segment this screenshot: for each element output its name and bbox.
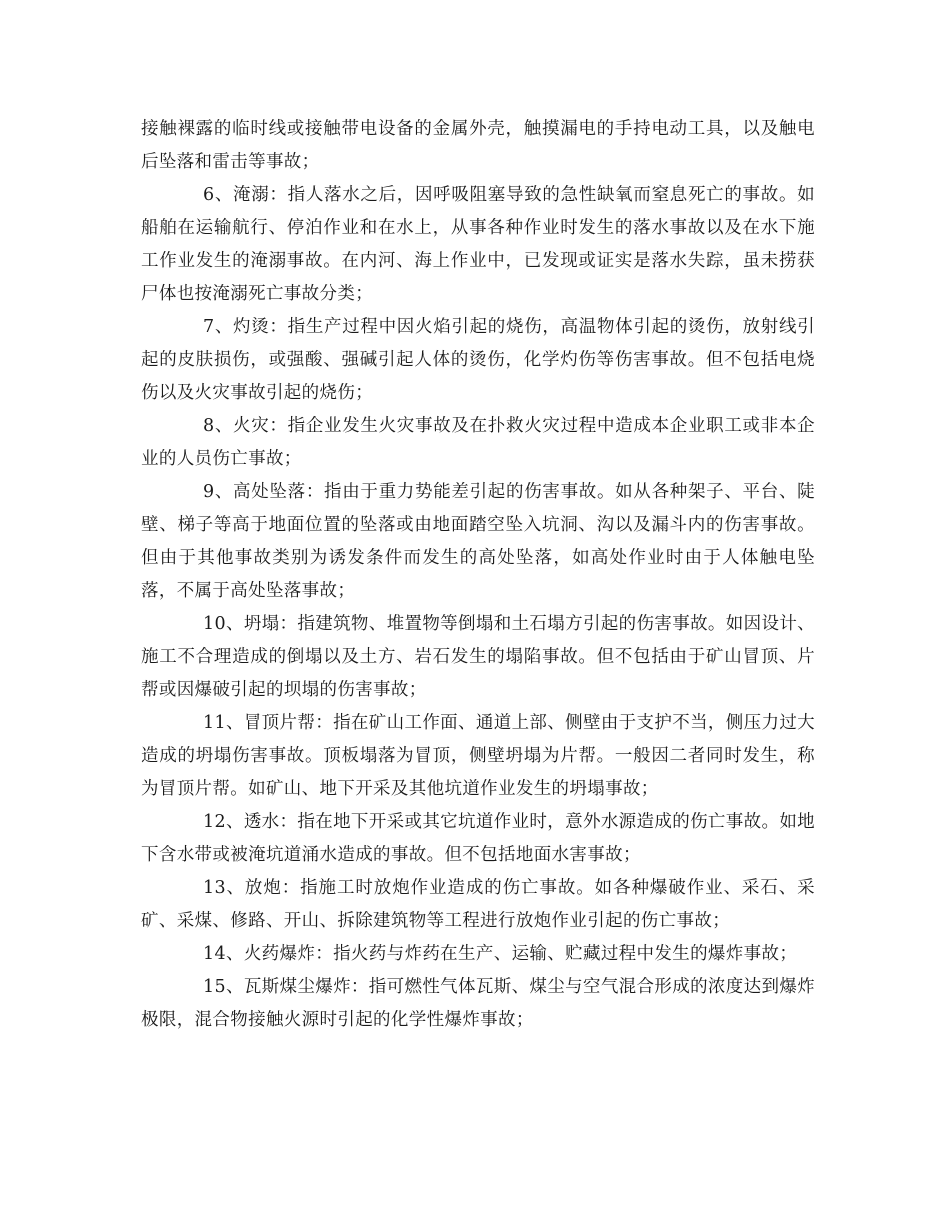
paragraph-item-9-fall-from-height: 9、高处坠落：指由于重力势能差引起的伤害事故。如从各种架子、平台、陡壁、梯子等高于地面位置的坠落或由地面踏空坠入坑洞、沟以及漏斗内的伤害事故。但由于其他事故类别为诱发条件而发生的高处坠落，如高处作业时由于人体触电坠落，不属于高处坠落事故； <box>141 482 815 601</box>
paragraph-continuation: 接触裸露的临时线或接触带电设备的金属外壳，触摸漏电的手持电动工具，以及触电后坠落和雷击等事故； <box>141 119 815 172</box>
paragraph-item-14-explosives: 14、火药爆炸：指火药与炸药在生产、运输、贮藏过程中发生的爆炸事故； <box>203 944 798 964</box>
paragraph-item-11-roof-fall: 11、冒顶片帮：指在矿山工作面、通道上部、侧壁由于支护不当，侧压力过大造成的坍塌伤害事故。顶板塌落为冒顶，侧壁坍塌为片帮。一般因二者同时发生，称为冒顶片帮。如矿山、地下开采及其他坑道作业发生的坍塌事故； <box>141 713 816 799</box>
paragraph-item-10-collapse: 10、坍塌：指建筑物、堆置物等倒塌和土石塌方引起的伤害事故。如因设计、施工不合理造成的倒塌以及土方、岩石发生的塌陷事故。但不包括由于矿山冒顶、片帮或因爆破引起的坝塌的伤害事故； <box>141 614 816 700</box>
paragraph-item-8-fire: 8、火灾：指企业发生火灾事故及在扑救火灾过程中造成本企业职工或非本企业的人员伤亡事故； <box>141 416 815 469</box>
paragraph-item-7-burns: 7、灼烫：指生产过程中因火焰引起的烧伤，高温物体引起的烫伤，放射线引起的皮肤损伤，或强酸、强碱引起人体的烫伤，化学灼伤等伤害事故。但不包括电烧伤以及火灾事故引起的烧伤； <box>141 317 815 403</box>
paragraph-item-13-blasting: 13、放炮：指施工时放炮作业造成的伤亡事故。如各种爆破作业、采石、采矿、采煤、修路、开山、拆除建筑物等工程进行放炮作业引起的伤亡事故； <box>141 878 815 931</box>
paragraph-item-6-drowning: 6、淹溺：指人落水之后，因呼吸阻塞导致的急性缺氧而窒息死亡的事故。如船舶在运输航行、停泊作业和在水上，从事各种作业时发生的落水事故以及在水下施工作业发生的淹溺事故。在内河、海上作业中，已发现或证实是落水失踪，虽未捞获尸体也按淹溺死亡事故分类； <box>141 185 815 304</box>
document-body <box>141 113 815 1037</box>
paragraph-item-12-water-inrush: 12、透水：指在地下开采或其它坑道作业时，意外水源造成的伤亡事故。如地下含水带或被淹坑道涌水造成的事故。但不包括地面水害事故； <box>141 812 816 865</box>
paragraph-item-15-gas-dust-explosion: 15、瓦斯煤尘爆炸：指可燃性气体瓦斯、煤尘与空气混合形成的浓度达到爆炸极限，混合物接触火源时引起的化学性爆炸事故； <box>141 977 816 1030</box>
